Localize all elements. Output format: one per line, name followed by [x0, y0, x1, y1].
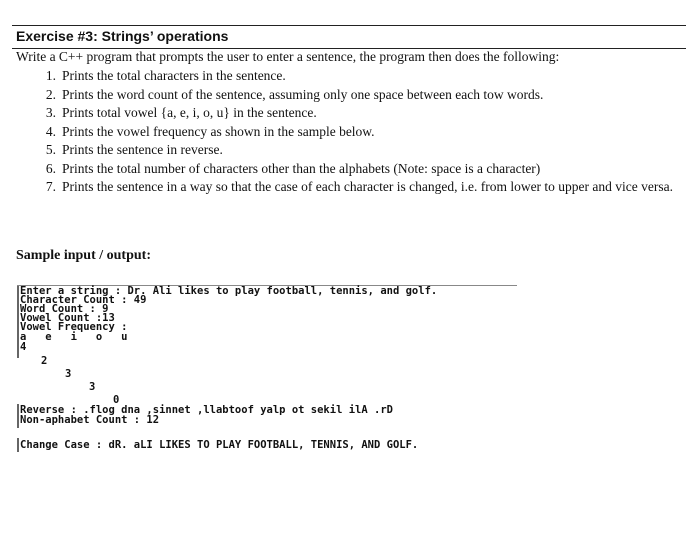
item-number: 1.: [45, 68, 56, 83]
console-line-vowel-count: Vowel Count :13: [20, 312, 115, 324]
item-number: 3.: [45, 105, 56, 120]
item-number: 2.: [45, 86, 56, 102]
item-text: Prints the sentence in reverse.: [62, 142, 223, 157]
sample-heading: Sample input / output:: [16, 248, 151, 263]
exercise-title: Exercise #3: Strings’ operations: [16, 28, 229, 44]
item-text: Prints total vowel {a, e, i, o, u} in the sentence.: [62, 105, 317, 120]
item-text: Prints the sentence in a way so that the case of each character is changed, i.e. from lower to upper and vice versa.: [62, 179, 674, 194]
console-freq-i: 3: [65, 368, 72, 380]
console-line-vowels: a e i o u: [20, 331, 128, 343]
item-number: 5.: [45, 142, 56, 157]
console-freq-o: 3: [89, 381, 96, 393]
console-line-word-count: Word Count : 9: [20, 303, 109, 315]
item-number: 4.: [45, 123, 56, 139]
item-number: 7.: [45, 179, 56, 194]
console-line-non-alpha: Non-aphabet Count : 12: [20, 414, 160, 426]
console-freq-e: 2: [41, 355, 48, 367]
console-line-char-count: Character Count : 49: [20, 294, 147, 306]
list-item: [16, 86, 684, 105]
console-edge: [17, 286, 19, 358]
console-line-reverse: Reverse : .flog dna ,sinnet ,llabtoof yalp ot sekil ilA .rD: [20, 404, 393, 416]
console-freq-u: 0: [113, 394, 120, 406]
item-text: Prints the total number of characters other than the alphabets (Note: space is a character): [62, 160, 541, 176]
list-item: [16, 123, 684, 142]
title-bar: [12, 25, 686, 49]
console-output: [17, 278, 517, 458]
console-edge: [17, 438, 19, 452]
item-text: Prints the total characters in the sentence.: [62, 68, 286, 83]
list-item: [16, 178, 684, 197]
console-edge: [17, 404, 19, 428]
intro-text: Write a C++ program that prompts the user to enter a sentence, the program then does the following:: [16, 49, 560, 64]
console-line-change-case: Change Case : dR. aLI LIKES TO PLAY FOOTBALL, TENNIS, AND GOLF.: [20, 439, 419, 451]
item-text: Prints the vowel frequency as shown in the sample below.: [62, 123, 375, 139]
task-list: [16, 67, 684, 197]
item-text: Prints the word count of the sentence, assuming only one space between each tow words.: [62, 86, 544, 102]
console-freq-a: 4: [20, 341, 27, 353]
list-item: [16, 141, 684, 160]
list-item: [16, 104, 684, 123]
console-line-input: Enter a string : Dr. Ali likes to play football, tennis, and golf.: [20, 285, 438, 297]
item-number: 6.: [45, 160, 56, 176]
list-item: [16, 160, 684, 179]
list-item: [16, 67, 684, 86]
console-line-vowel-frequency: Vowel Frequency :: [20, 321, 128, 333]
